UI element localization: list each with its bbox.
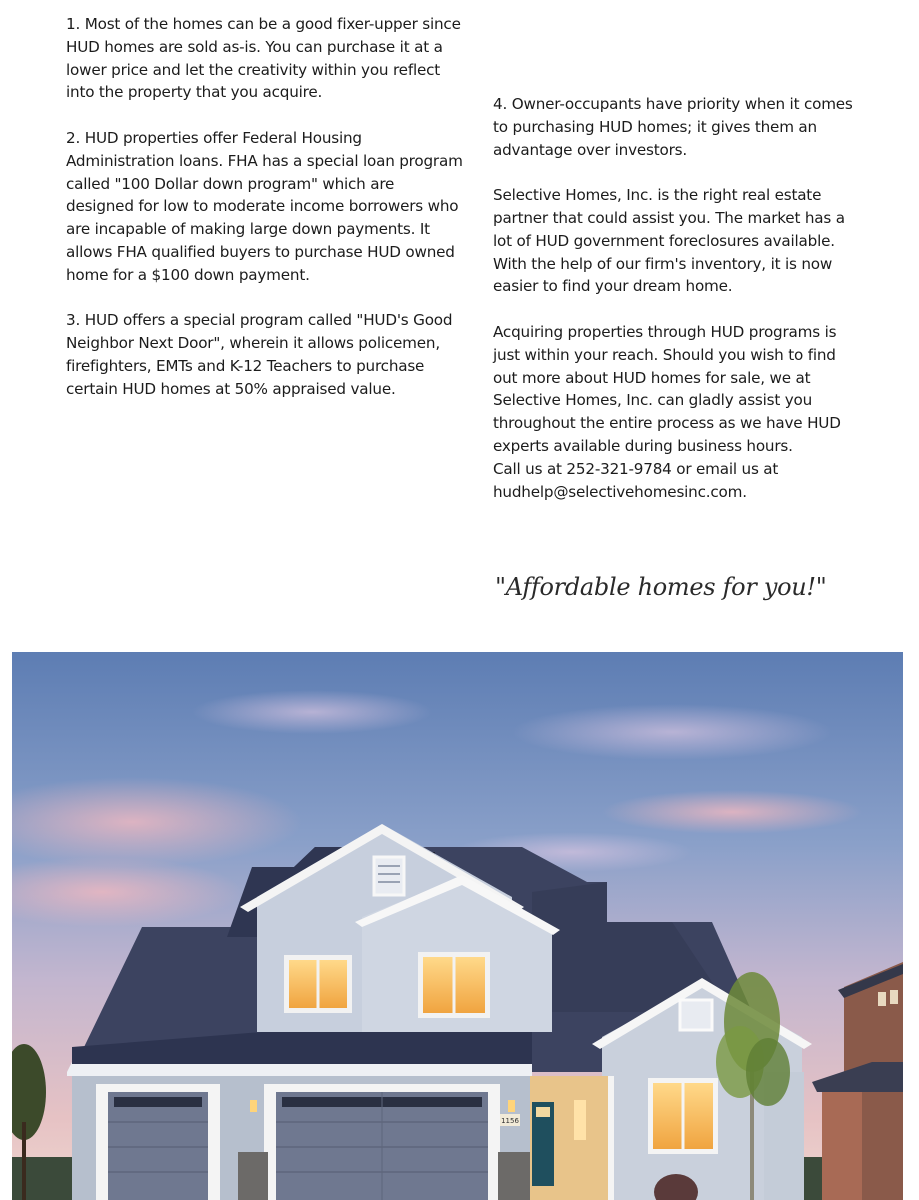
contact-info: Call us at 252-321-9784 or email us at hudhelp@selectivehomesinc.com. <box>493 459 779 501</box>
garage-door-left <box>108 1092 208 1200</box>
paragraph-owner-occupants: 4. Owner-occupants have priority when it comes to purchasing HUD homes; it gives them an advantage over investors. <box>493 95 853 159</box>
paragraph-acquiring: Acquiring properties through HUD programs is just within your reach. Should you wish to find out more about HUD homes for sale, we at Selective Homes, Inc. can gladly assist you throughout the entire process as we have HUD experts available during business hours. <box>493 322 841 455</box>
house-number: 1156 <box>501 1117 519 1125</box>
tagline: "Affordable homes for you!" <box>495 573 827 601</box>
right-text-column <box>493 93 863 503</box>
house-photo <box>12 652 903 1200</box>
paragraph-good-neighbor: 3. HUD offers a special program called "HUD's Good Neighbor Next Door", wherein it allows policemen, firefighters, EMTs and K-12 Teachers to purchase certain HUD homes at 50% appraised value. <box>66 311 453 398</box>
left-text-column <box>66 13 466 423</box>
paragraph-fixer-upper: 1. Most of the homes can be a good fixer-upper since HUD homes are sold as-is. You can purchase it at a lower price and let the creativity within you reflect into the property that you acquire. <box>66 15 461 102</box>
paragraph-selective-homes: Selective Homes, Inc. is the right real estate partner that could assist you. The market has a lot of HUD government foreclosures available. With the help of our firm's inventory, it is now easier to find your dream home. <box>493 186 845 296</box>
paragraph-fha-loans: 2. HUD properties offer Federal Housing Administration loans. FHA has a special loan program called "100 Dollar down program" which are designed for low to moderate income borrowers who are incapable of making large down payments. It allows FHA qualified buyers to purchase HUD owned home for a $100 down payment. <box>66 128 463 284</box>
